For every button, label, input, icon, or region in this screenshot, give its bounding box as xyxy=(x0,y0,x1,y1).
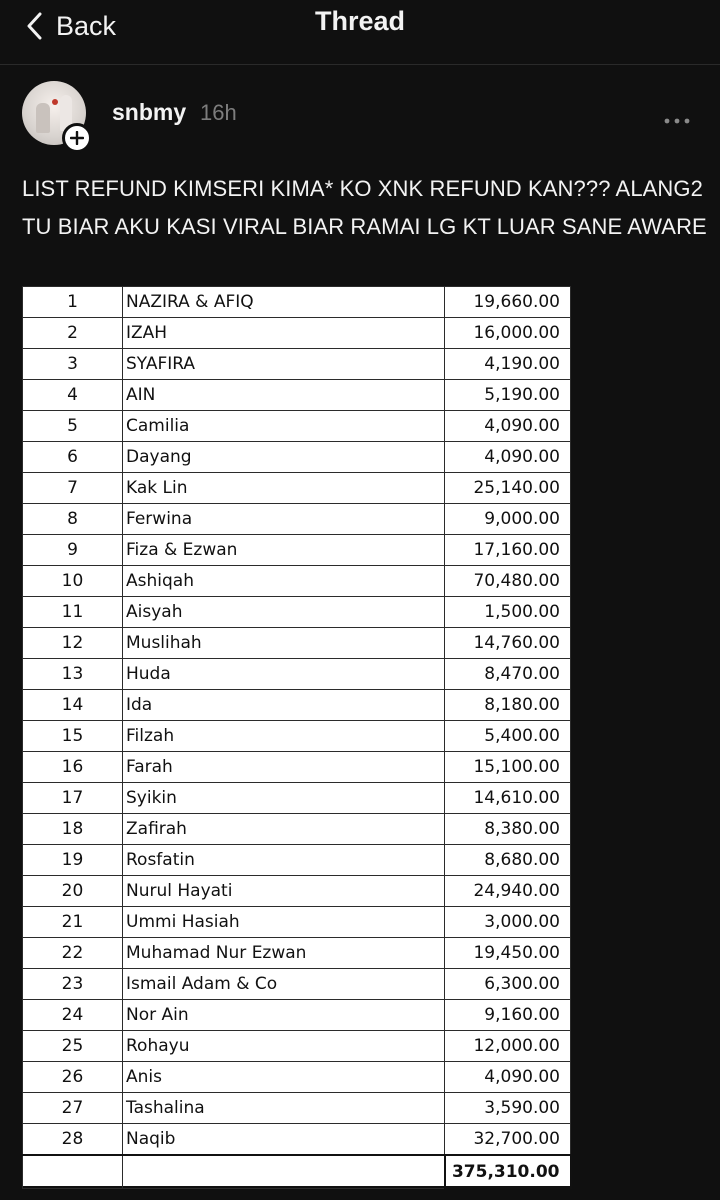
post-image-table[interactable] xyxy=(22,286,570,1186)
row-name: Ida xyxy=(123,690,445,721)
username[interactable]: snbmy xyxy=(112,99,187,125)
row-name: Ashiqah xyxy=(123,566,445,597)
row-name: Tashalina xyxy=(123,1093,445,1124)
row-name: Zafirah xyxy=(123,814,445,845)
row-amount: 3,000.00 xyxy=(445,907,571,938)
table-row xyxy=(23,721,571,752)
table-row xyxy=(23,442,571,473)
row-name: AIN xyxy=(123,380,445,411)
row-name: Ummi Hasiah xyxy=(123,907,445,938)
row-name: Fiza & Ezwan xyxy=(123,535,445,566)
row-name: Nor Ain xyxy=(123,1000,445,1031)
row-amount: 8,680.00 xyxy=(445,845,571,876)
table-row xyxy=(23,783,571,814)
total-empty-cell xyxy=(23,1155,123,1188)
row-name: Syikin xyxy=(123,783,445,814)
row-number: 3 xyxy=(23,349,123,380)
row-name: Muslihah xyxy=(123,628,445,659)
row-amount: 4,090.00 xyxy=(445,1062,571,1093)
row-amount: 9,000.00 xyxy=(445,504,571,535)
row-name: SYAFIRA xyxy=(123,349,445,380)
row-number: 22 xyxy=(23,938,123,969)
table-row xyxy=(23,287,571,318)
table-row xyxy=(23,318,571,349)
row-number: 9 xyxy=(23,535,123,566)
row-amount: 19,450.00 xyxy=(445,938,571,969)
row-amount: 19,660.00 xyxy=(445,287,571,318)
row-amount: 8,470.00 xyxy=(445,659,571,690)
table-row xyxy=(23,659,571,690)
table-row xyxy=(23,504,571,535)
row-amount: 5,400.00 xyxy=(445,721,571,752)
row-number: 16 xyxy=(23,752,123,783)
row-amount: 15,100.00 xyxy=(445,752,571,783)
row-amount: 8,180.00 xyxy=(445,690,571,721)
table-row xyxy=(23,876,571,907)
row-name: Farah xyxy=(123,752,445,783)
row-amount: 8,380.00 xyxy=(445,814,571,845)
table-row xyxy=(23,1000,571,1031)
row-name: NAZIRA & AFIQ xyxy=(123,287,445,318)
total-empty-cell xyxy=(123,1155,445,1188)
table-row xyxy=(23,1093,571,1124)
row-amount: 16,000.00 xyxy=(445,318,571,349)
row-number: 23 xyxy=(23,969,123,1000)
table-row xyxy=(23,752,571,783)
row-number: 13 xyxy=(23,659,123,690)
row-name: Camilia xyxy=(123,411,445,442)
table-row xyxy=(23,690,571,721)
row-amount: 5,190.00 xyxy=(445,380,571,411)
table-row xyxy=(23,845,571,876)
row-number: 18 xyxy=(23,814,123,845)
table-row xyxy=(23,938,571,969)
back-label: Back xyxy=(56,10,117,41)
row-amount: 32,700.00 xyxy=(445,1124,571,1156)
row-amount: 4,090.00 xyxy=(445,411,571,442)
more-button[interactable] xyxy=(664,111,690,129)
row-name: IZAH xyxy=(123,318,445,349)
follow-button[interactable] xyxy=(62,123,92,153)
row-name: Filzah xyxy=(123,721,445,752)
row-number: 6 xyxy=(23,442,123,473)
post-caption: LIST REFUND KIMSERI KIMA* KO XNK REFUND KAN??? ALANG2 TU BIAR AKU KASI VIRAL BIAR RAMAI LG KT LUAR SANE AWARE xyxy=(22,176,707,239)
row-name: Dayang xyxy=(123,442,445,473)
row-name: Ferwina xyxy=(123,504,445,535)
table-row xyxy=(23,473,571,504)
row-number: 2 xyxy=(23,318,123,349)
row-amount: 14,610.00 xyxy=(445,783,571,814)
table-row xyxy=(23,349,571,380)
row-name: Naqib xyxy=(123,1124,445,1156)
table-row xyxy=(23,814,571,845)
table-row xyxy=(23,566,571,597)
row-amount: 4,190.00 xyxy=(445,349,571,380)
row-number: 21 xyxy=(23,907,123,938)
total-amount: 375,310.00 xyxy=(445,1155,571,1188)
row-number: 19 xyxy=(23,845,123,876)
table-row xyxy=(23,535,571,566)
row-amount: 9,160.00 xyxy=(445,1000,571,1031)
row-number: 7 xyxy=(23,473,123,504)
row-name: Muhamad Nur Ezwan xyxy=(123,938,445,969)
row-number: 4 xyxy=(23,380,123,411)
top-bar xyxy=(0,0,720,65)
row-number: 25 xyxy=(23,1031,123,1062)
row-amount: 25,140.00 xyxy=(445,473,571,504)
row-number: 1 xyxy=(23,287,123,318)
row-number: 8 xyxy=(23,504,123,535)
table-row xyxy=(23,597,571,628)
table-row xyxy=(23,907,571,938)
page-title: Thread xyxy=(314,6,406,36)
row-number: 27 xyxy=(23,1093,123,1124)
row-amount: 12,000.00 xyxy=(445,1031,571,1062)
row-amount: 14,760.00 xyxy=(445,628,571,659)
plus-icon xyxy=(70,131,84,145)
row-amount: 3,590.00 xyxy=(445,1093,571,1124)
row-number: 5 xyxy=(23,411,123,442)
row-name: Rosfatin xyxy=(123,845,445,876)
row-amount: 70,480.00 xyxy=(445,566,571,597)
row-number: 17 xyxy=(23,783,123,814)
row-number: 28 xyxy=(23,1124,123,1156)
row-name: Nurul Hayati xyxy=(123,876,445,907)
table-row xyxy=(23,380,571,411)
row-amount: 1,500.00 xyxy=(445,597,571,628)
refund-table xyxy=(22,286,572,1189)
table-row xyxy=(23,1062,571,1093)
more-horizontal-icon xyxy=(664,118,690,124)
table-row xyxy=(23,411,571,442)
table-row xyxy=(23,969,571,1000)
row-number: 24 xyxy=(23,1000,123,1031)
row-number: 11 xyxy=(23,597,123,628)
row-name: Anis xyxy=(123,1062,445,1093)
row-amount: 24,940.00 xyxy=(445,876,571,907)
row-name: Aisyah xyxy=(123,597,445,628)
row-name: Ismail Adam & Co xyxy=(123,969,445,1000)
row-amount: 17,160.00 xyxy=(445,535,571,566)
row-number: 26 xyxy=(23,1062,123,1093)
row-amount: 6,300.00 xyxy=(445,969,571,1000)
row-number: 15 xyxy=(23,721,123,752)
table-row xyxy=(23,628,571,659)
post-time: 16h xyxy=(200,100,237,125)
row-name: Kak Lin xyxy=(123,473,445,504)
table-row xyxy=(23,1124,571,1156)
row-number: 12 xyxy=(23,628,123,659)
table-row xyxy=(23,1031,571,1062)
row-number: 14 xyxy=(23,690,123,721)
row-name: Rohayu xyxy=(123,1031,445,1062)
row-number: 10 xyxy=(23,566,123,597)
row-number: 20 xyxy=(23,876,123,907)
total-row xyxy=(23,1155,571,1188)
row-amount: 4,090.00 xyxy=(445,442,571,473)
row-name: Huda xyxy=(123,659,445,690)
